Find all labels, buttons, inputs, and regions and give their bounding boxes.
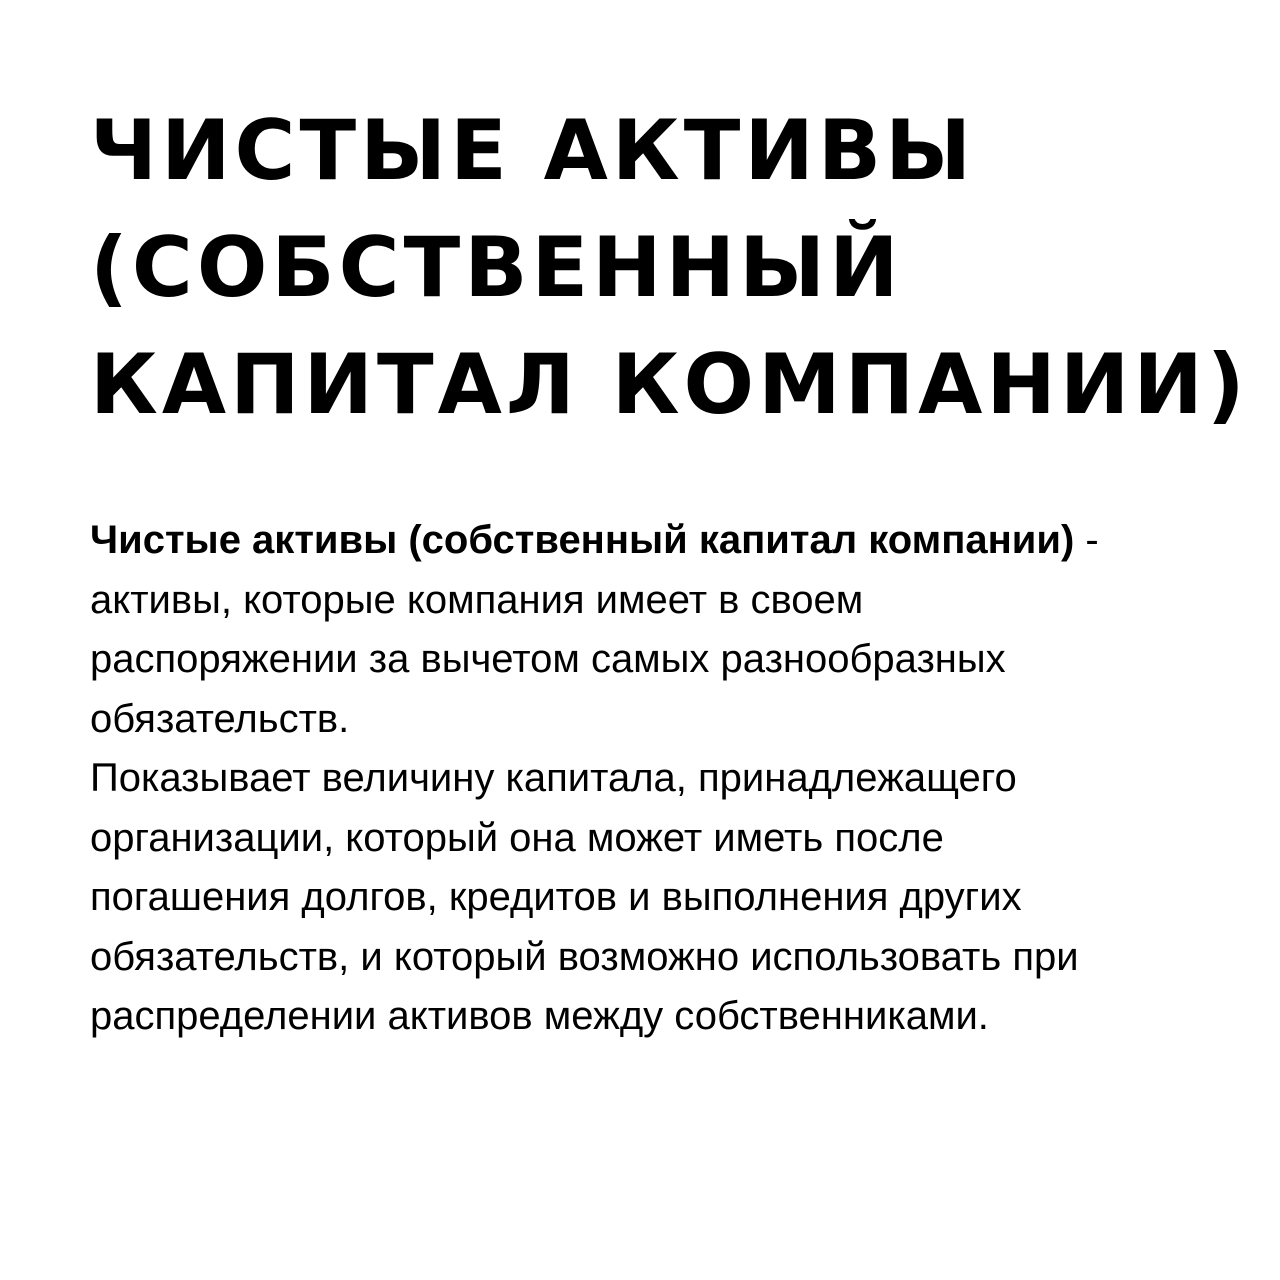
definition-line: обязательств. <box>90 696 350 741</box>
definition-line: активы, которые компания имеет в своем <box>90 577 864 622</box>
explanation-line: Показывает величину капитала, принадлежащего <box>90 756 1017 800</box>
explanation-line: обязательств, и который возможно использовать при <box>90 934 1079 979</box>
title-line-2: (СОБСТВЕННЫЙ <box>90 219 903 316</box>
definition-term: Чистые активы (собственный капитал компании) <box>90 518 1075 562</box>
definition-paragraph <box>90 511 1230 1047</box>
explanation-line: погашения долгов, кредитов и выполнения других <box>90 875 1022 919</box>
definition-separator: - <box>1074 518 1099 562</box>
title-line-3: КАПИТАЛ КОМПАНИИ) <box>90 336 1249 433</box>
definition-first-line <box>90 511 1230 571</box>
title-line-1: ЧИСТЫЕ АКТИВЫ <box>90 102 976 199</box>
page-title <box>90 92 1249 443</box>
explanation-line: распределении активов между собственниками. <box>90 994 989 1038</box>
explanation-line: организации, который она может иметь после <box>90 815 944 860</box>
definition-line: распоряжении за вычетом самых разнообразных <box>90 637 1006 681</box>
